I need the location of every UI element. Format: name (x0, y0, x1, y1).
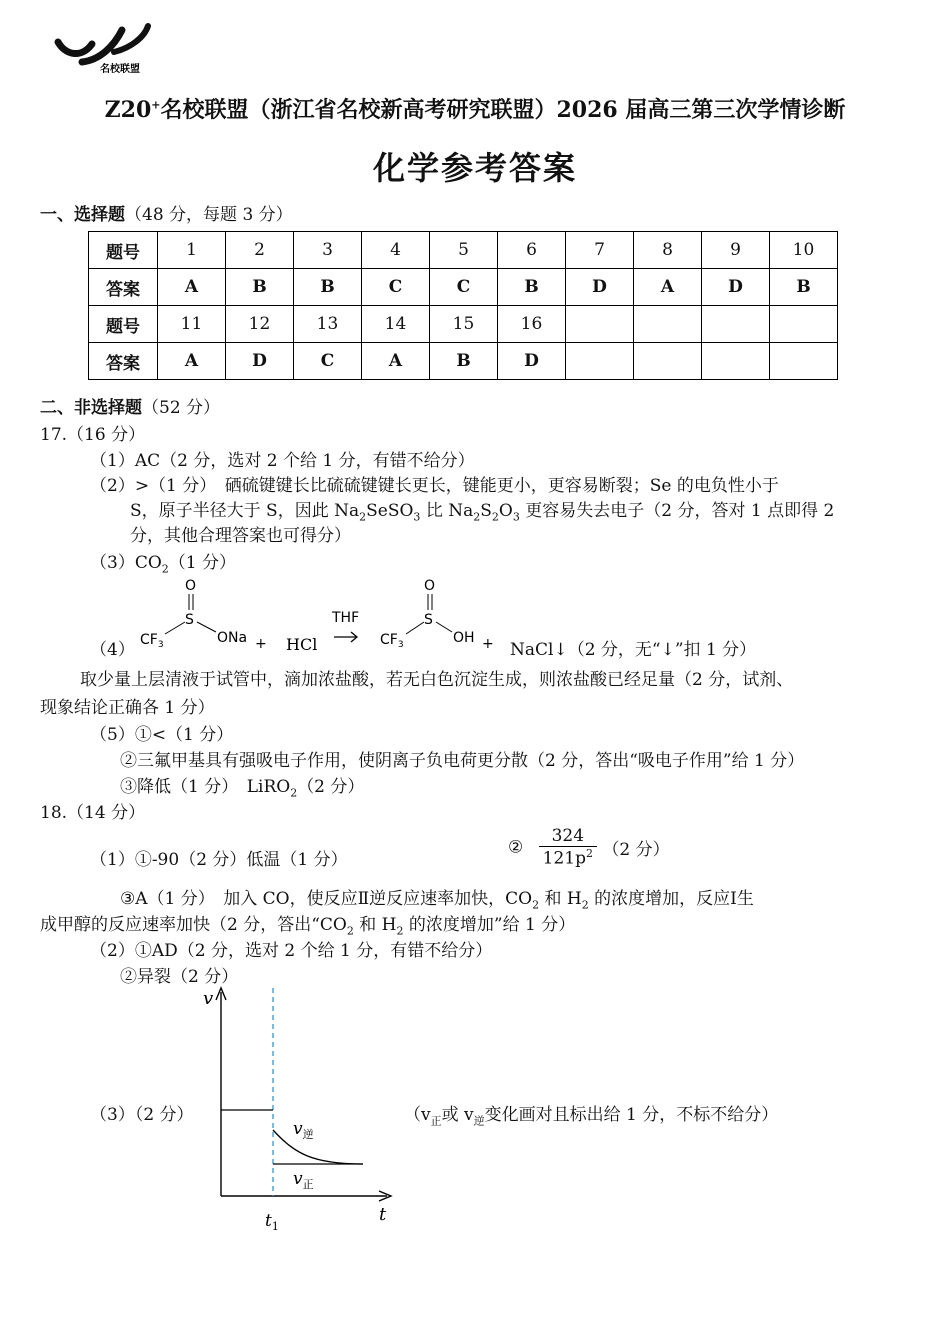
v-reverse-label: $v_逆$ (293, 1119, 314, 1141)
graph-scoring-note: （$v_正$或 $v_逆$变化画对且标出给 1 分，不标不给分） (404, 1105, 779, 1128)
x-axis-label: t (379, 1204, 387, 1225)
hcl-reagent: HCl (286, 635, 318, 654)
answer-cell (702, 343, 770, 380)
answer-cell: D (566, 269, 634, 306)
reverse-rate-curve (273, 1130, 363, 1164)
cf3-group: $CF_3$ (140, 632, 164, 650)
answer-cell: B (226, 269, 294, 306)
q17-part4-text1: 取少量上层清液于试管中，滴加浓盐酸，若无白色沉淀生成，则浓盐酸已经足量（2 分，试剂、 (80, 670, 794, 690)
table-row (89, 306, 838, 343)
question-number: 8 (634, 232, 702, 269)
question-number (566, 306, 634, 343)
row-label: 题号 (89, 306, 158, 343)
q18-part1-3-line2: 成甲醇的反应速率加快（2 分，答出“$CO_2$ 和 $H_2$ 的浓度增加”给 1 分） (40, 915, 576, 938)
t1-label: $t_1$ (265, 1211, 279, 1232)
question-number: 3 (294, 232, 362, 269)
question-number (770, 306, 838, 343)
q17-part4-text2: 现象结论正确各 1 分） (40, 698, 215, 718)
q18-part1-1: （1）①-90（2 分）低温（1 分） (90, 850, 348, 870)
q18-part2-1: （2）①AD（2 分，选对 2 个给 1 分，有错不给分） (90, 941, 493, 961)
school-league-logo (52, 22, 162, 80)
oh-group: OH (453, 630, 475, 646)
answer-cell (770, 343, 838, 380)
ona-group: ONa (217, 630, 248, 646)
question-number: 16 (498, 306, 566, 343)
q17-part5-1: （5）①<（1 分） (90, 725, 234, 745)
plus-sign: + (255, 636, 267, 652)
y-axis-label: v (203, 988, 214, 1009)
question-number (702, 306, 770, 343)
q18-part3-label: （3）（2 分） (90, 1105, 194, 1125)
plus-sign: + (482, 636, 494, 652)
question-number: 2 (226, 232, 294, 269)
answer-cell (566, 343, 634, 380)
answer-cell: C (294, 343, 362, 380)
q18-part2-2: ②异裂（2 分） (120, 967, 239, 987)
answer-cell: B (430, 343, 498, 380)
table-row (89, 269, 838, 306)
answer-cell: B (294, 269, 362, 306)
q18-heading: 18.（14 分） (40, 803, 146, 823)
oxygen-label: O (424, 578, 436, 594)
q17-part3: $(3)CO_2(1$ 分） (90, 553, 236, 576)
oxygen-label: O (185, 578, 197, 594)
table-row (89, 232, 838, 269)
answer-cell: D (702, 269, 770, 306)
answer-cell: B (498, 269, 566, 306)
v-forward-label: $v_正$ (293, 1169, 314, 1191)
answer-cell: A (634, 269, 702, 306)
question-number (634, 306, 702, 343)
sulfur-label: S (424, 612, 433, 628)
answer-cell: C (430, 269, 498, 306)
question-number: 6 (498, 232, 566, 269)
question-number: 15 (430, 306, 498, 343)
answer-cell: D (498, 343, 566, 380)
fraction: $\frac{324}{121p^2}$ (539, 826, 597, 869)
q17-part2-line2: S，原子半径大于 S，因此 $Na_2SeSO_3$ 比 $Na_2S_2O_3$ 更容易失去电子（2 分，答对 1 点即得 2 (130, 501, 835, 524)
question-number: 10 (770, 232, 838, 269)
question-number: 11 (158, 306, 226, 343)
section2-heading: 二、非选择题（52 分） (40, 398, 221, 418)
sulfur-label: S (185, 612, 194, 628)
question-number: 12 (226, 306, 294, 343)
answer-cell: A (158, 269, 226, 306)
answer-cell: C (362, 269, 430, 306)
q18-part1-3-line1: ③A（1 分） 加入 CO，使反应Ⅱ逆反应速率加快，$CO_2$ 和 $H_2$ 的浓度增加，反应Ⅰ生 (120, 889, 754, 912)
q17-part5-2: ②三氟甲基具有强吸电子作用，使阴离子负电荷更分散（2 分，答出“吸电子作用”给 1 分） (120, 751, 805, 771)
cf3-group: $CF_3$ (380, 632, 404, 650)
row-label: 题号 (89, 232, 158, 269)
answer-cell: D (226, 343, 294, 380)
question-number: 14 (362, 306, 430, 343)
question-number: 9 (702, 232, 770, 269)
q17-part5-3: ③降低（1 分） LiRO$_2$（2 分） (120, 777, 365, 800)
answer-cell: A (362, 343, 430, 380)
question-number: 4 (362, 232, 430, 269)
page-title: 化学参考答案 (372, 149, 577, 187)
table-row (89, 343, 838, 380)
question-number: 1 (158, 232, 226, 269)
q17-part4-label: （4） (90, 640, 135, 660)
answer-cell (634, 343, 702, 380)
answer-cell: A (158, 343, 226, 380)
q18-part1-2: ② $\frac{324}{121p^2}$ （2 分） (508, 826, 670, 869)
answer-cell: B (770, 269, 838, 306)
answer-table (88, 231, 838, 380)
row-label: 答案 (89, 269, 158, 306)
q17-part4-product: NaCl↓（2 分，无“↓”扣 1 分） (510, 640, 757, 660)
question-number: 7 (566, 232, 634, 269)
q17-part1: （1）AC（2 分，选对 2 个给 1 分，有错不给分） (90, 451, 475, 471)
logo-text: 名校联盟 (100, 64, 140, 75)
row-label: 答案 (89, 343, 158, 380)
section1-heading: 一、选择题（48 分，每题 3 分） (40, 205, 293, 225)
q17-part2-line1: （2）>（1 分） 硒硫键键长比硫硫键键长更长，键能更小，更容易断裂；Se 的电负性小于 (90, 476, 779, 496)
reaction-equation (130, 572, 530, 662)
q17-part2-line3: 分，其他合理答案也可得分） (130, 526, 351, 546)
q17-heading: 17.（16 分） (40, 425, 146, 445)
rate-time-graph (195, 982, 405, 1232)
solvent-thf: THF (332, 610, 360, 626)
question-number: 5 (430, 232, 498, 269)
exam-header: Z20+名校联盟（浙江省名校新高考研究联盟）2026 届高三第三次学情诊断 (104, 97, 846, 123)
question-number: 13 (294, 306, 362, 343)
